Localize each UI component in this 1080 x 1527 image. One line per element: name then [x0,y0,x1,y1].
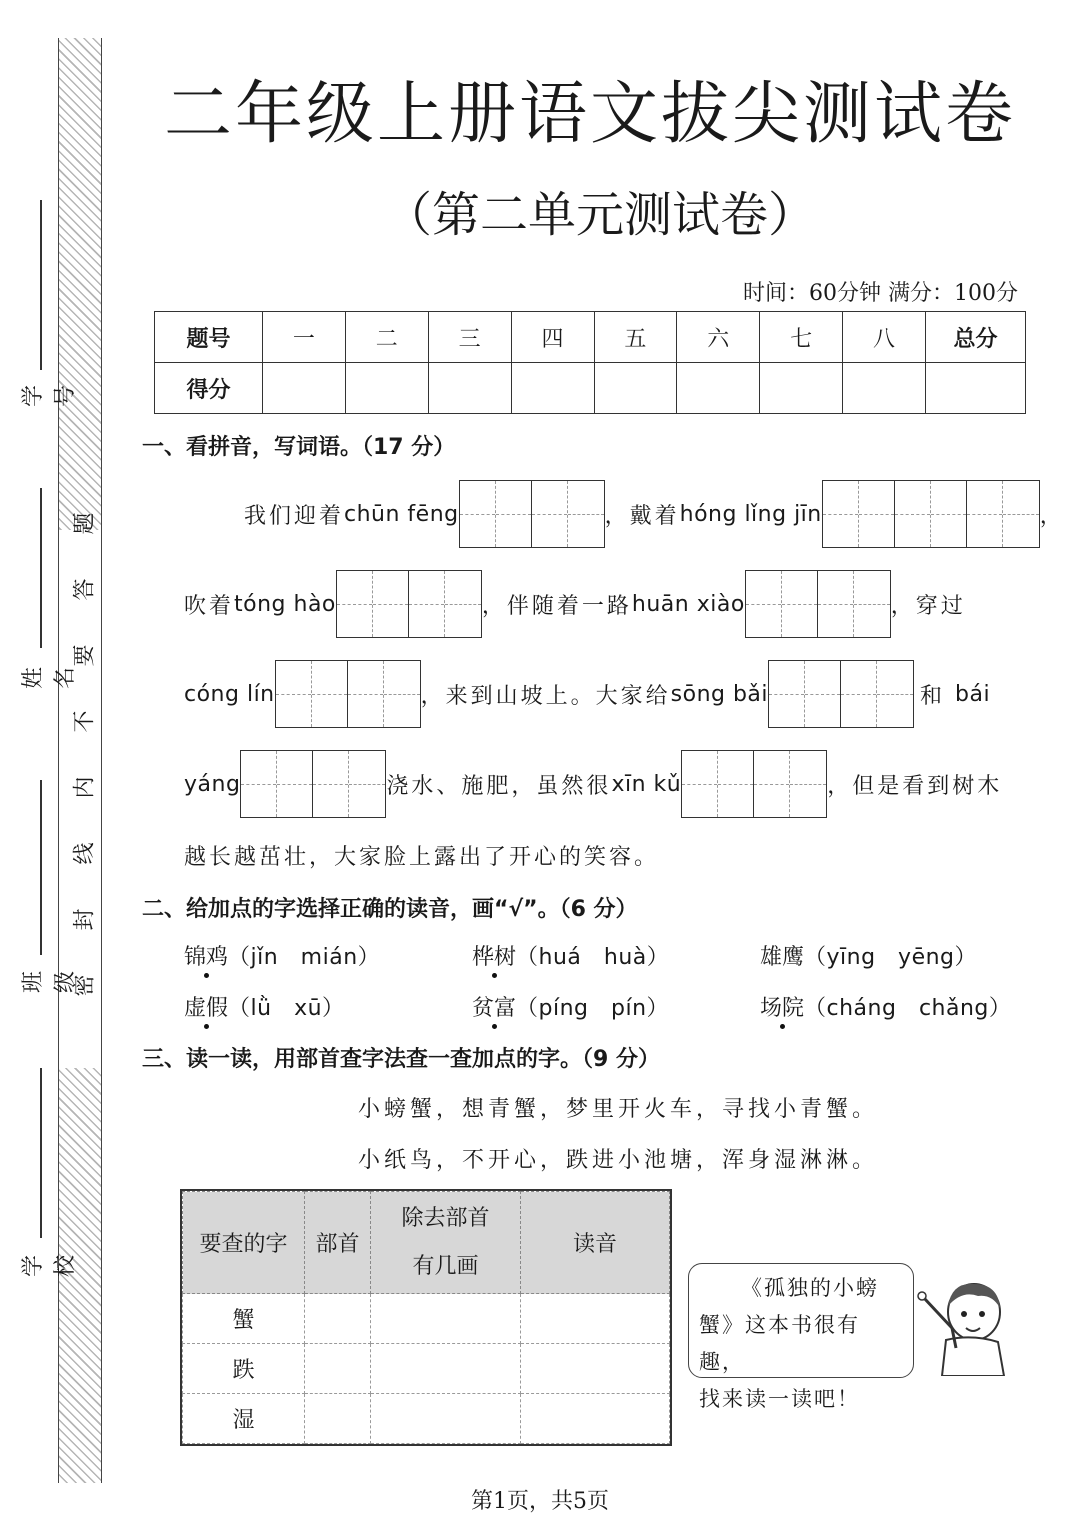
s1-text: 和 [920,683,946,709]
radical-head-cell: 读音 [521,1192,670,1294]
reading-options[interactable]: （yīng yēng） [804,945,978,970]
char-word: 贫富 [472,996,517,1021]
score-value-row [155,363,1026,414]
score-cell[interactable] [843,363,926,414]
poem-line-2: 小纸鸟，不开心，跌进小池塘，浑身湿淋淋。 [358,1148,879,1173]
reading-options[interactable]: （cháng chǎng） [804,996,1012,1021]
score-head-cell: 总分 [926,312,1026,363]
reading-options[interactable]: （jǐn mián） [228,945,381,970]
score-cell[interactable] [677,363,760,414]
binding-strip [0,0,112,1527]
s1-line-5: 越长越茁壮，大家脸上露出了开心的笑容。 [184,845,660,870]
pinyin: bái [955,681,991,707]
seal-char: 要 [72,644,98,667]
student-id-line[interactable] [40,200,42,370]
reading-options[interactable]: （huá huà） [516,945,670,970]
score-head-cell: 三 [428,312,511,363]
section-1-heading: 一、看拼音，写词语。（17 分） [142,435,456,460]
char-word: 雄鹰 [760,945,805,970]
reading-options[interactable]: （lǜ xū） [228,996,345,1021]
radical-row [183,1294,670,1344]
writing-grid[interactable] [336,570,482,638]
writing-grid[interactable] [275,660,421,728]
stroke-answer[interactable] [371,1344,521,1394]
s1-text: ， [1039,503,1065,529]
lookup-char: 蟹 [183,1294,305,1344]
writing-grid[interactable] [768,660,914,728]
score-cell[interactable] [594,363,677,414]
stroke-answer[interactable] [371,1394,521,1444]
score-head-cell: 八 [843,312,926,363]
s1-line-4 [184,750,1002,818]
pinyin: huān xiào [631,591,745,617]
radical-head-cell: 除去部首有几画 [371,1192,521,1294]
radical-head-cell: 要查的字 [183,1192,305,1294]
score-head-cell: 二 [345,312,428,363]
s1-text: ，戴着 [604,503,680,529]
s1-line-3 [184,660,990,728]
name-label: 姓名 [21,667,78,690]
name-line[interactable] [40,488,42,648]
writing-grid[interactable] [822,480,1040,548]
char-word: 桦树 [472,945,517,970]
time-info: 时间：60分钟 满分：100分 [743,281,1018,306]
pinyin: yáng [184,771,241,797]
char-word: 虚假 [184,996,229,1021]
writing-grid[interactable] [681,750,827,818]
speech-bubble [688,1263,914,1411]
writing-grid[interactable] [459,480,605,548]
seal-char: 封 [72,908,98,931]
radical-answer[interactable] [305,1294,371,1344]
school-line[interactable] [40,1068,42,1238]
boy-illustration-icon [912,1276,1022,1376]
reading-item [184,940,380,971]
writing-grid[interactable] [240,750,386,818]
lookup-char: 跌 [183,1344,305,1394]
bubble-line: 找来读一读吧！ [699,1387,860,1411]
radical-answer[interactable] [305,1394,371,1444]
char-word: 场院 [760,996,805,1021]
score-cell[interactable] [428,363,511,414]
score-cell[interactable] [263,363,346,414]
page-title: 二年级上册语文拔尖测试卷 [163,75,1016,154]
seal-char: 内 [72,776,98,799]
s1-line-1 [244,480,1065,548]
school-label: 学校 [21,1255,78,1278]
page-subtitle: （第二单元测试卷） [383,187,816,243]
score-cell[interactable] [511,363,594,414]
s1-text: 浇水、施肥，虽然很 [386,773,612,799]
score-head-cell: 题号 [155,312,263,363]
pinyin: tóng hào [234,591,336,617]
score-head-cell: 四 [511,312,594,363]
reading-item [472,991,669,1022]
score-cell[interactable] [345,363,428,414]
pinyin: cóng lín [184,681,275,707]
class-line[interactable] [40,780,42,955]
score-table [154,311,1026,414]
score-row-label: 得分 [155,363,263,414]
class-label: 班级 [21,971,78,994]
reading-answer[interactable] [521,1344,670,1394]
char-word: 锦鸡 [184,945,229,970]
pinyin: hóng lǐng jīn [679,501,822,527]
seal-char: 线 [72,842,98,865]
pinyin: xīn kǔ [611,771,682,797]
seal-char: 密 [72,974,98,997]
seal-char: 不 [72,710,98,733]
s1-text: 我们迎着 [244,503,345,529]
score-cell[interactable] [926,363,1026,414]
radical-header-row [183,1192,670,1294]
reading-item [184,991,345,1022]
s1-text: ，来到山坡上。大家给 [420,683,671,709]
score-head-cell: 六 [677,312,760,363]
score-head-cell: 五 [594,312,677,363]
bubble-line: 蟹》这本书很有趣， [699,1313,860,1374]
reading-item [760,940,977,971]
s1-text: 吹着 [184,593,235,619]
reading-item [760,991,1011,1022]
score-header-row [155,312,1026,363]
radical-table [182,1191,670,1444]
reading-answer[interactable] [521,1394,670,1444]
student-id-label: 学号 [21,385,78,408]
score-head-cell: 七 [760,312,843,363]
pinyin: sōng bǎi [670,681,769,707]
lookup-char: 湿 [183,1394,305,1444]
score-head-cell: 一 [263,312,346,363]
s1-line-2 [184,570,966,638]
reading-options[interactable]: （píng pín） [516,996,670,1021]
radical-row [183,1344,670,1394]
radical-row [183,1394,670,1444]
page-footer: 第1页，共5页 [471,1489,609,1514]
score-cell[interactable] [760,363,843,414]
seal-char: 题 [72,512,98,535]
seal-char: 答 [72,578,98,601]
bubble-line: 《孤独的小螃 [741,1276,879,1300]
pinyin: chūn fēng [344,501,459,527]
s1-text: ，但是看到树木 [827,773,1003,799]
radical-head-cell: 部首 [305,1192,371,1294]
reading-item [472,940,669,971]
poem-line-1: 小螃蟹，想青蟹，梦里开火车，寻找小青蟹。 [358,1097,879,1122]
radical-answer[interactable] [305,1344,371,1394]
section-3-heading: 三、读一读，用部首查字法查一查加点的字。（9 分） [142,1047,660,1072]
section-2-heading: 二、给加点的字选择正确的读音，画“√”。（6 分） [142,897,638,922]
s1-text: ，穿过 [890,593,966,619]
reading-answer[interactable] [521,1294,670,1344]
writing-grid[interactable] [745,570,891,638]
s1-text: ，伴随着一路 [481,593,632,619]
stroke-answer[interactable] [371,1294,521,1344]
